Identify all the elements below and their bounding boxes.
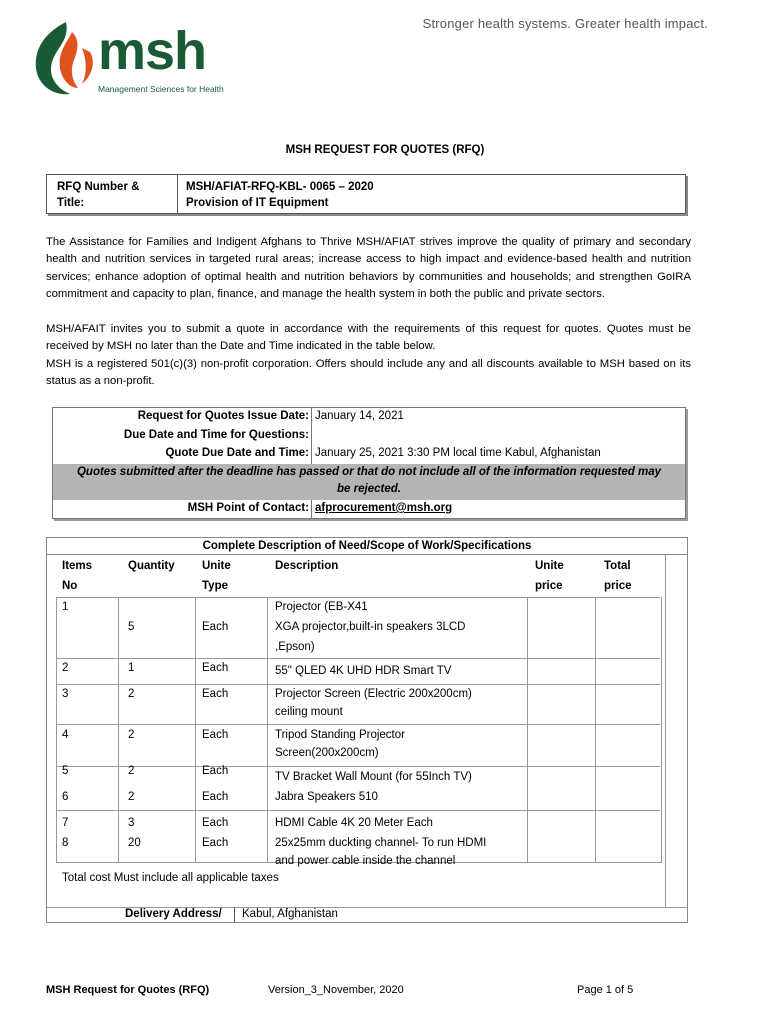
delivery-address-label: Delivery Address/	[125, 908, 222, 920]
rfq-number-box	[46, 174, 686, 214]
item-unit: Each	[202, 765, 229, 777]
col-total-price	[604, 557, 632, 595]
row-divider	[56, 766, 660, 767]
column-divider	[118, 597, 119, 862]
item-qty: 20	[128, 837, 141, 849]
row-divider	[56, 810, 660, 811]
deadline-warning	[53, 464, 685, 500]
rfq-label	[57, 179, 167, 211]
rfq-number: MSH/AFIAT-RFQ-KBL- 0065 – 2020	[186, 181, 374, 193]
item-description: 55" QLED 4K UHD HDR Smart TV	[275, 665, 452, 677]
item-description: TV Bracket Wall Mount (for 55Inch TV)	[275, 771, 472, 783]
column-divider	[527, 597, 528, 862]
desc-line: 25x25mm duckting channel- To run HDMI	[275, 837, 487, 849]
col-unit-line2: Type	[202, 580, 228, 592]
row-divider	[56, 724, 660, 725]
contact-label: MSH Point of Contact:	[187, 502, 309, 514]
item-unit: Each	[202, 662, 229, 674]
item-description	[275, 726, 405, 762]
logo-subtitle: Management Sciences for Health	[98, 84, 224, 94]
desc-line: Projector (EB-X41	[275, 601, 368, 613]
issue-date-label: Request for Quotes Issue Date:	[137, 410, 309, 422]
item-unit: Each	[202, 621, 229, 633]
desc-line: Projector Screen (Electric 200x200cm)	[275, 688, 472, 700]
due-date-label: Quote Due Date and Time:	[165, 447, 309, 459]
item-description: HDMI Cable 4K 20 Meter Each	[275, 817, 433, 829]
column-divider	[267, 597, 268, 862]
item-qty: 2	[128, 791, 135, 803]
desc-line: ,Epson)	[275, 641, 315, 653]
issue-date-value: January 14, 2021	[315, 410, 404, 422]
rfq-label-line1: RFQ Number &	[57, 181, 140, 193]
footer-left: MSH Request for Quotes (RFQ)	[46, 984, 210, 996]
item-no: 4	[62, 729, 69, 741]
item-no: 5	[62, 765, 69, 777]
item-description	[275, 834, 486, 870]
item-description: Jabra Speakers 510	[275, 791, 378, 803]
item-unit: Each	[202, 837, 229, 849]
logo-wordmark: msh	[98, 21, 207, 81]
column-divider	[665, 555, 666, 907]
item-qty: 2	[128, 765, 135, 777]
col-items-line2: No	[62, 580, 78, 592]
rfq-label-line2: Title:	[57, 197, 85, 209]
col-items	[62, 557, 92, 595]
desc-line: ceiling mount	[275, 706, 343, 718]
due-date-value: January 25, 2021 3:30 PM local time Kabul, Afghanistan	[315, 447, 601, 459]
column-divider	[311, 500, 312, 518]
col-quantity: Quantity	[128, 560, 175, 572]
rfq-title: Provision of IT Equipment	[186, 197, 329, 209]
desc-line: and power cable inside the channel	[275, 855, 456, 867]
item-qty: 5	[128, 621, 135, 633]
col-unit-price	[535, 557, 564, 595]
total-cost-note: Total cost Must include all applicable taxes	[62, 872, 279, 884]
flame-logo-icon	[26, 18, 98, 100]
spec-heading: Complete Description of Need/Scope of Work/Specifications	[47, 538, 687, 555]
col-uprice-line2: price	[535, 580, 563, 592]
page-title: MSH REQUEST FOR QUOTES (RFQ)	[285, 144, 485, 156]
item-no: 1	[62, 601, 69, 613]
col-unit-type	[202, 557, 231, 595]
item-no: 6	[62, 791, 69, 803]
item-description	[275, 598, 465, 656]
item-unit: Each	[202, 729, 229, 741]
intro-paragraph-1: The Assistance for Families and Indigent Afghans to Thrive MSH/AFIAT strives improve the quality of primary and secondary health and nutrition services in targeted rural areas; increase access to high impact and evidence-based health and nutrition services; enhance adoption of optimal health and nutrition behaviors by communities and households; and strengthen GoIRA commitment and capacity to plan, finance, and manage the health system in both the public and private sectors.	[46, 236, 691, 300]
intro-paragraph-2: MSH/AFAIT invites you to submit a quote in accordance with the requirements of this request for quotes. Quotes must be received by MSH no later than the Date and Time indicated in the table below.	[46, 323, 691, 353]
item-qty: 1	[128, 662, 135, 674]
item-description	[275, 685, 472, 721]
delivery-address-value: Kabul, Afghanistan	[242, 908, 338, 920]
questions-date-label: Due Date and Time for Questions:	[123, 429, 309, 441]
col-uprice-line1: Unite	[535, 560, 564, 572]
item-qty: 2	[128, 729, 135, 741]
item-no: 3	[62, 688, 69, 700]
row-divider	[56, 658, 660, 659]
dates-table	[52, 407, 686, 519]
column-divider	[311, 408, 312, 464]
desc-line: Tripod Standing Projector	[275, 729, 405, 741]
intro-paragraph-3: MSH is a registered 501(c)(3) non-profit corporation. Offers should include any and all discounts available to MSH based on its status as a non-profit.	[46, 358, 691, 388]
column-divider	[595, 597, 596, 862]
item-no: 7	[62, 817, 69, 829]
item-unit: Each	[202, 817, 229, 829]
footer-version: Version_3_November, 2020	[268, 984, 404, 996]
item-no: 2	[62, 662, 69, 674]
col-items-line1: Items	[62, 560, 93, 572]
col-unit-line1: Unite	[202, 560, 231, 572]
warning-line2: be rejected.	[337, 483, 401, 495]
item-unit: Each	[202, 791, 229, 803]
desc-line: Screen(200x200cm)	[275, 747, 379, 759]
item-qty: 3	[128, 817, 135, 829]
item-qty: 2	[128, 688, 135, 700]
column-divider	[195, 597, 196, 862]
rfq-value	[177, 175, 676, 213]
col-total-line2: price	[604, 580, 632, 592]
col-total-line1: Total	[604, 560, 631, 572]
footer-page-number: Page 1 of 5	[577, 984, 634, 996]
contact-email-link[interactable]: afprocurement@msh.org	[315, 502, 453, 514]
warning-line1: Quotes submitted after the deadline has passed or that do not include all of the information requested may	[76, 466, 662, 478]
column-divider	[234, 907, 235, 922]
tagline: Stronger health systems. Greater health impact.	[422, 16, 708, 31]
item-no: 8	[62, 837, 69, 849]
desc-line: XGA projector,built-in speakers 3LCD	[275, 621, 466, 633]
item-unit: Each	[202, 688, 229, 700]
col-description: Description	[275, 560, 339, 572]
specifications-table	[46, 537, 688, 923]
msh-logo	[26, 18, 236, 100]
